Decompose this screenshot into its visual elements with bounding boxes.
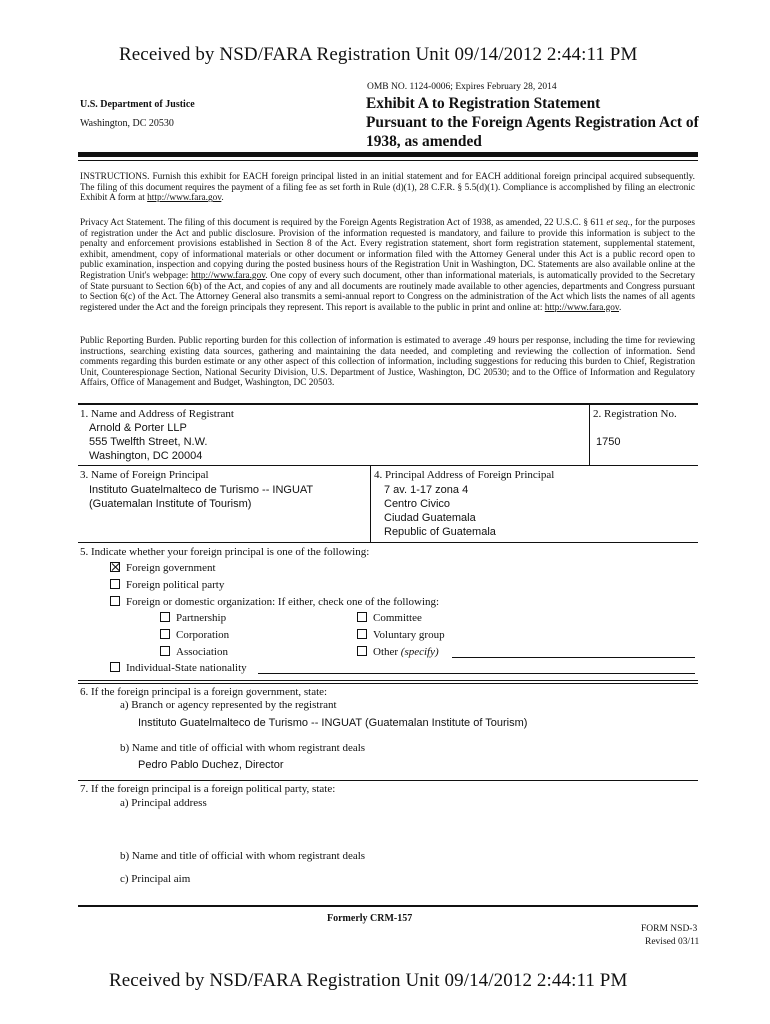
foreign-principal-name: Instituto Guatelmalteco de Turismo -- INGUAT (89, 484, 314, 496)
option-individual-label: Individual-State nationality (126, 662, 247, 674)
option-foreign-org-label: Foreign or domestic organization: If either, check one of the following: (126, 596, 440, 608)
option-voluntary-group[interactable] (357, 629, 445, 641)
form-title-line-2: Pursuant to the Foreign Agents Registration Act of (366, 114, 699, 131)
registrant-name: Arnold & Porter LLP (89, 422, 187, 434)
option-partnership-label: Partnership (176, 612, 227, 624)
q5-label: 5. Indicate whether your foreign principal is one of the following: (80, 546, 370, 558)
received-stamp-top: Received by NSD/FARA Registration Unit 09/14/2012 2:44:11 PM (119, 44, 638, 65)
other-specify-line[interactable] (452, 657, 695, 658)
q7-a-label: a) Principal address (120, 797, 207, 809)
q3-label: 3. Name of Foreign Principal (80, 469, 209, 481)
privacy-text-a: Privacy Act Statement. The filing of this document is required by the Foreign Agents Registration Act of 1938, as amended, 22 U.S.C. § 611 (80, 218, 607, 228)
option-other[interactable] (357, 646, 439, 658)
privacy-text-c: . One copy of every such document, other than informational materials, is automatically provided to the Secretary of State pursuant to Section 6(b) of the Act, and copies of any and all documents are routinely made available to other agencies, departments and Congress pursuant to Section 6(c) of the Act. The Attorney General also transmits a semi-annual report to Congress on the administration of the Act which lists the names of all agents registered under the Act and the foreign principals they represent. This report is available to the public in print and online at: (80, 270, 695, 313)
received-stamp-bottom: Received by NSD/FARA Registration Unit 09/14/2012 2:44:11 PM (109, 970, 628, 991)
option-other-label: Other (373, 646, 401, 658)
instructions-text (80, 172, 695, 204)
option-partnership[interactable] (160, 612, 226, 624)
rule-section6-top-a (78, 680, 698, 681)
option-foreign-government-label: Foreign government (126, 562, 216, 574)
checkbox-other[interactable] (357, 646, 367, 656)
divider-q1-q2 (589, 405, 590, 465)
fp-address-line-3: Ciudad Guatemala (384, 512, 476, 524)
fp-address-line-2: Centro Civico (384, 498, 451, 510)
option-foreign-political-party-label: Foreign political party (126, 579, 225, 591)
registrant-street: 555 Twelfth Street, N.W. (89, 436, 208, 448)
option-corporation-label: Corporation (176, 629, 230, 641)
form-number: FORM NSD-3 (641, 924, 698, 934)
foreign-principal-english: (Guatemalan Institute of Tourism) (89, 498, 252, 510)
public-burden-text: Public Reporting Burden. Public reporting burden for this collection of information is estimated to average .49 hours per response, including the time for reviewing instructions, searching existing data sources, gathering and maintaining the data needed, and completing and reviewing the collection of information. Send comments regarding this burden estimate or any other aspect of this collection of information, including suggestions for reducing this burden to Chief, Registration Unit, Counterespionage Section, National Security Division, U.S. Department of Justice, Washington, DC 20530; and to the Office of Information and Regulatory Affairs, Office of Management and Budget, Washington, DC 20503. (80, 336, 695, 389)
instructions-body: Furnish this exhibit for EACH foreign principal listed in an initial statement and for EACH additional foreign principal acquired subsequently. The filing of this document requires the payment of a filing fee as set forth in Rule (d)(1), 28 C.F.R. § 5.5(d)(1). Compliance is accomplished by filing an electronic Exhibit A form at (80, 172, 695, 204)
dept-name: U.S. Department of Justice (80, 99, 195, 110)
rule-section3-top (78, 465, 698, 466)
dept-address: Washington, DC 20530 (80, 118, 174, 129)
option-foreign-government[interactable] (110, 562, 216, 574)
q6-b-label: b) Name and title of official with whom registrant deals (120, 742, 366, 754)
fara-link-privacy-1[interactable]: http://www.fara.gov (191, 270, 266, 281)
instructions-end: . (221, 193, 224, 204)
q7-label: 7. If the foreign principal is a foreign political party, state: (80, 783, 336, 795)
fara-link-instructions[interactable]: http://www.fara.gov (147, 193, 222, 204)
option-foreign-political-party[interactable] (110, 579, 224, 591)
privacy-et-seq: et seq. (606, 218, 631, 228)
rule-section6-top-b (78, 683, 698, 684)
rule-section5-top (78, 542, 698, 543)
checkbox-foreign-political-party[interactable] (110, 579, 120, 589)
option-other-specify: (specify) (400, 646, 439, 658)
checkbox-foreign-government-checked[interactable] (110, 562, 120, 572)
option-association[interactable] (160, 646, 228, 658)
option-committee[interactable] (357, 612, 422, 624)
divider-q3-q4 (370, 466, 371, 542)
fp-address-line-4: Republic of Guatemala (384, 526, 496, 538)
checkbox-committee[interactable] (357, 612, 367, 622)
option-foreign-org[interactable] (110, 596, 439, 608)
individual-nationality-line[interactable] (258, 673, 695, 674)
q7-b-label: b) Name and title of official with whom registrant deals (120, 850, 366, 862)
registration-number: 1750 (596, 436, 621, 448)
fp-address-line-1: 7 av. 1-17 zona 4 (384, 484, 469, 496)
privacy-end: . (618, 302, 622, 313)
form-title-line-3: 1938, as amended (366, 133, 482, 150)
q4-label: 4. Principal Address of Foreign Principal (374, 469, 555, 481)
option-association-label: Association (176, 646, 228, 658)
omb-number: OMB NO. 1124-0006; Expires February 28, 2014 (367, 82, 557, 92)
instructions-lead: INSTRUCTIONS. (80, 172, 150, 182)
q1-label: 1. Name and Address of Registrant (80, 408, 234, 420)
q6-a-label: a) Branch or agency represented by the registrant (120, 699, 337, 711)
fara-link-privacy-2[interactable]: http://www.fara.gov (544, 302, 619, 313)
header-rule-thick (78, 152, 698, 157)
form-title-line-1: Exhibit A to Registration Statement (366, 95, 601, 112)
form-revised: Revised 03/11 (645, 937, 700, 947)
formerly-crm: Formerly CRM-157 (327, 913, 413, 924)
option-individual[interactable] (110, 662, 247, 674)
q7-c-label: c) Principal aim (120, 873, 191, 885)
checkbox-association[interactable] (160, 646, 170, 656)
official-name-value: Pedro Pablo Duchez, Director (138, 759, 284, 771)
privacy-text-b: , for the purposes of registration under the Act and public disclosure. Provision of the information requested is mandatory, and failure to provide this information is subject to the penalty and enforcement provisions established in Section 8 of the Act. Every registration statement, short form registration statement, supplemental statement, exhibit, amendment, copy of informational materials or other document or information filed with the Attorney General under this Act is a public record open to public examination, inspection and copying during the posted business hours of the Registration Unit in Washington, DC. Statements are also available online at the Registration Unit's webpage: (80, 218, 695, 281)
checkbox-partnership[interactable] (160, 612, 170, 622)
option-committee-label: Committee (373, 612, 422, 624)
option-voluntary-group-label: Voluntary group (373, 629, 445, 641)
option-corporation[interactable] (160, 629, 229, 641)
rule-section7-top (78, 780, 698, 781)
q6-label: 6. If the foreign principal is a foreign government, state: (80, 686, 328, 698)
checkbox-corporation[interactable] (160, 629, 170, 639)
checkbox-voluntary-group[interactable] (357, 629, 367, 639)
checkbox-individual[interactable] (110, 662, 120, 672)
footer-rule (78, 905, 698, 907)
rule-section1-top (78, 403, 698, 405)
header-rule-thin (78, 160, 698, 161)
form-title (366, 94, 699, 151)
branch-agency-value: Instituto Guatelmalteco de Turismo -- INGUAT (Guatemalan Institute of Tourism) (138, 717, 528, 729)
registrant-city: Washington, DC 20004 (89, 450, 203, 462)
q2-label: 2. Registration No. (593, 408, 677, 420)
privacy-act-text (80, 218, 695, 313)
checkbox-foreign-org[interactable] (110, 596, 120, 606)
